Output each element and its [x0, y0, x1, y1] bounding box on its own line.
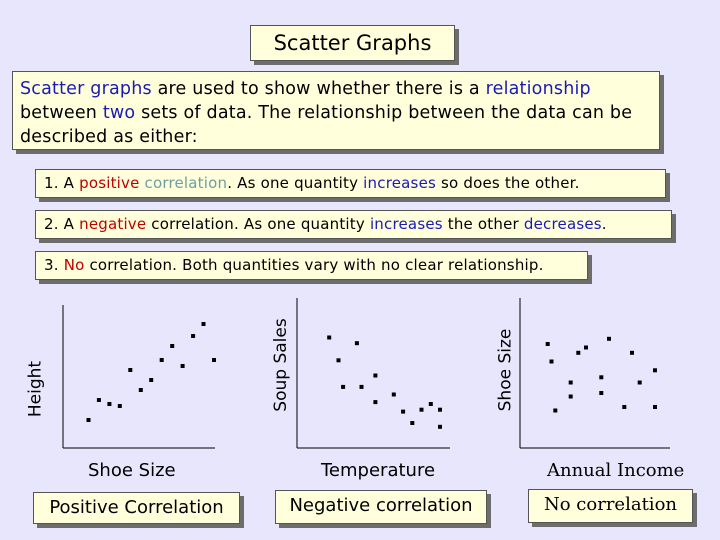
graph-1-x-label: Shoe Size [88, 460, 176, 481]
scatter-point [550, 360, 554, 364]
scatter-point [392, 393, 396, 397]
scatter-point [438, 425, 442, 429]
scatter-point [373, 374, 377, 378]
scatter-point [160, 358, 164, 362]
page-title: Scatter Graphs [250, 25, 455, 61]
graph-2-caption: Negative correlation [275, 490, 487, 524]
intro-text-part: sets of data. The relationship between the data can be described as either: [20, 103, 633, 147]
graph-2-points [327, 336, 442, 429]
scatter-point [149, 378, 153, 382]
scatter-point [181, 364, 185, 368]
item-number: 1. A [44, 174, 80, 192]
intro-term-scatter-graphs: Scatter graphs [20, 79, 152, 99]
item-text: . [601, 215, 607, 233]
intro-text-part: are used to show whether there is a [151, 79, 486, 99]
scatter-point [638, 381, 642, 385]
scatter-point [337, 358, 341, 362]
scatter-point [438, 408, 442, 412]
scatter-point [546, 342, 550, 346]
keyword-negative: negative [79, 215, 147, 233]
scatter-point [118, 404, 122, 408]
scatter-point [410, 421, 414, 425]
keyword-positive: positive [79, 174, 140, 192]
graph-3-y-label: Shoe Size [495, 328, 516, 412]
keyword-decreases: decreases [523, 215, 602, 233]
scatter-point [653, 405, 657, 409]
scatter-point [576, 351, 580, 355]
graph-3-points [546, 337, 657, 413]
scatter-point [87, 418, 91, 422]
item-text: correlation. Both quantities vary with no clear relationship. [84, 256, 544, 274]
scatter-point [569, 395, 573, 399]
item-text: the other [442, 215, 524, 233]
scatter-point [107, 402, 111, 406]
keyword-correlation: correlation [144, 174, 228, 192]
graph-3-x-label: Annual Income [547, 460, 685, 481]
graph-3-caption: No correlation [528, 489, 693, 523]
keyword-increases: increases [369, 215, 443, 233]
scatter-point [97, 398, 101, 402]
item-number: 3. [44, 256, 64, 274]
graph-1-y-label: Height [25, 360, 46, 418]
scatter-point [622, 405, 626, 409]
keyword-no: No [63, 256, 85, 274]
intro-term-two: two [102, 103, 136, 123]
scatter-point [212, 358, 216, 362]
item-text: . As one quantity [227, 174, 364, 192]
scatter-point [128, 368, 132, 372]
intro-text-part: between [20, 103, 103, 123]
graph-2-axes [297, 298, 450, 448]
scatter-point [202, 322, 206, 326]
item-text: so does the other. [436, 174, 580, 192]
scatter-point [599, 391, 603, 395]
scatter-point [607, 337, 611, 341]
scatter-point [429, 402, 433, 406]
item-number: 2. A [44, 215, 80, 233]
intro-term-relationship: relationship [485, 79, 591, 99]
scatter-point [584, 346, 588, 350]
graph-2-x-label: Temperature [321, 460, 436, 481]
scatter-point [401, 410, 405, 414]
scatter-point [569, 381, 573, 385]
scatter-point [139, 388, 143, 392]
scatter-point [360, 385, 364, 389]
graph-1-points [87, 322, 217, 422]
scatter-point [599, 375, 603, 379]
graph-1-axes [63, 305, 215, 448]
scatter-point [630, 351, 634, 355]
scatter-point [553, 409, 557, 413]
keyword-increases: increases [363, 174, 437, 192]
scatter-point [355, 341, 359, 345]
scatter-point [341, 385, 345, 389]
graph-1-caption: Positive Correlation [33, 492, 240, 524]
scatter-point [653, 368, 657, 372]
item-text: correlation. As one quantity [146, 215, 370, 233]
scatter-point [170, 344, 174, 348]
scatter-point [373, 400, 377, 404]
graph-3-axes [520, 298, 670, 448]
scatter-point [420, 408, 424, 412]
scatter-point [327, 336, 331, 340]
scatter-point [191, 334, 195, 338]
graph-2-y-label: Soup Sales [271, 318, 291, 412]
